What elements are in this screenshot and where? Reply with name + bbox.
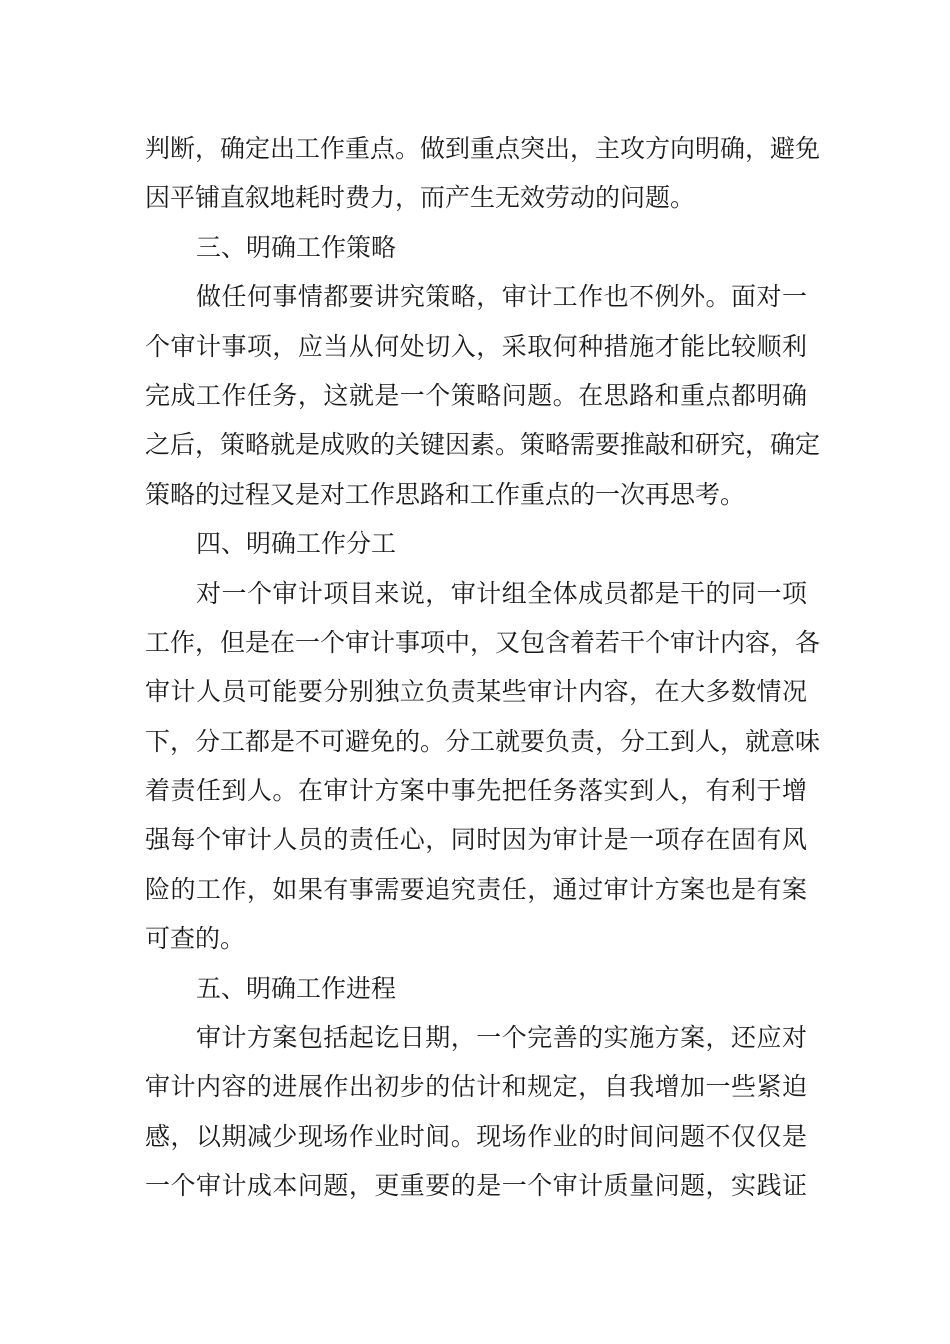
paragraph-line: 之后，策略就是成败的关键因素。策略需要推敲和研究，确定 xyxy=(145,430,821,460)
paragraph-line: 审计方案包括起讫日期，一个完善的实施方案，还应对 xyxy=(196,1023,807,1053)
paragraph-line: 一个审计成本问题，更重要的是一个审计质量问题，实践证 xyxy=(145,1171,807,1201)
paragraph-line: 审计人员可能要分别独立负责某些审计内容，在大多数情况 xyxy=(145,677,807,707)
paragraph-line: 判断，确定出工作重点。做到重点突出，主攻方向明确，避免 xyxy=(145,134,821,163)
paragraph-line: 对一个审计项目来说，审计组全体成员都是干的同一项 xyxy=(196,578,807,608)
paragraph-line: 着责任到人。在审计方案中事先把任务落实到人，有利于增 xyxy=(145,776,807,806)
paragraph-line: 强每个审计人员的责任心，同时因为审计是一项存在固有风 xyxy=(145,825,807,855)
section-heading: 四、明确工作分工 xyxy=(196,529,397,559)
paragraph-line: 完成工作任务，这就是一个策略问题。在思路和重点都明确 xyxy=(145,380,807,410)
section-heading: 五、明确工作进程 xyxy=(196,973,397,1003)
paragraph-line: 感，以期减少现场作业时间。现场作业的时间问题不仅仅是 xyxy=(145,1121,807,1151)
section-heading: 三、明确工作策略 xyxy=(196,232,397,262)
paragraph-line: 审计内容的进展作出初步的估计和规定，自我增加一些紧迫 xyxy=(145,1072,807,1102)
paragraph-line: 工作，但是在一个审计事项中，又包含着若干个审计内容，各 xyxy=(145,627,821,657)
paragraph-line: 个审计事项，应当从何处切入，采取何种措施才能比较顺利 xyxy=(145,331,807,361)
paragraph-line: 可查的。 xyxy=(145,924,246,954)
paragraph-line: 策略的过程又是对工作思路和工作重点的一次再思考。 xyxy=(145,479,746,509)
document-body xyxy=(145,124,821,1211)
paragraph-line: 下，分工都是不可避免的。分工就要负责，分工到人，就意味 xyxy=(145,726,821,756)
paragraph-line: 因平铺直叙地耗时费力，而产生无效劳动的问题。 xyxy=(145,183,696,213)
paragraph-line: 做任何事情都要讲究策略，审计工作也不例外。面对一 xyxy=(196,282,807,312)
paragraph-line: 险的工作，如果有事需要追究责任，通过审计方案也是有案 xyxy=(145,874,807,904)
